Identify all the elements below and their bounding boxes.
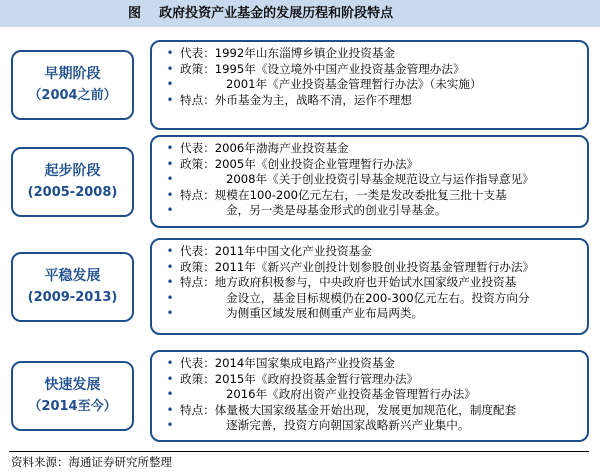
bullet-icon: •	[166, 92, 174, 107]
stage-rapid	[11, 350, 589, 442]
stage-label	[11, 361, 134, 431]
row-text: 外币基金为主，战略不清，运作不理想	[214, 92, 412, 107]
bullet-icon: •	[166, 203, 174, 217]
bullet-icon: •	[166, 77, 174, 91]
row-text: 1995年《设立境外中国产业投资基金管理办法》	[214, 61, 465, 76]
detail-row	[160, 260, 579, 276]
bullet-icon: •	[166, 356, 174, 370]
row-text: 2016年《政府出资产业投资基金管理暂行办法》	[226, 387, 476, 401]
bullet-icon: •	[166, 172, 174, 186]
detail-row	[160, 356, 579, 372]
stage-label	[11, 252, 134, 322]
row-text: 2011年《新兴产业创投计划参股创业投资基金管理暂行办法》	[214, 259, 535, 274]
bullet-icon: •	[166, 46, 174, 60]
row-key: 特点：	[180, 275, 215, 289]
detail-row-continued	[160, 291, 579, 307]
bullet-icon: •	[166, 187, 174, 202]
bullet-icon: •	[166, 156, 174, 171]
row-key: 特点：	[180, 402, 215, 417]
bullet-icon: •	[166, 244, 174, 258]
row-text: 2008年《关于创业投资引导基金规范设立与运作指导意见》	[226, 172, 534, 186]
row-text: 体量极大国家级基金开始出现，发展更加规范化，制度配套	[214, 402, 517, 417]
row-text: 地方政府积极参与，中央政府也开始试水国家级产业投资基	[214, 275, 517, 289]
detail-row	[160, 403, 579, 419]
bullet-icon: •	[166, 275, 174, 289]
bullet-icon: •	[166, 141, 174, 155]
bullet-icon: •	[166, 61, 174, 76]
source-note: 资料来源：海通证券研究所整理	[11, 455, 172, 469]
row-key: 政策：	[180, 156, 215, 171]
detail-row	[160, 172, 579, 188]
stage-detail-box	[150, 40, 589, 130]
row-text: 为侧重区域发展和侧重产业布局两类。	[226, 306, 424, 320]
row-text: 2006年渤海产业投资基金	[214, 141, 349, 155]
row-key: 政策：	[180, 259, 215, 274]
detail-row	[160, 188, 579, 204]
stage-label	[11, 147, 134, 217]
bullet-icon: •	[166, 402, 174, 417]
bullet-icon: •	[166, 290, 174, 305]
row-text: 逐渐完善，投资方向朝国家战略新兴产业集中。	[226, 418, 470, 432]
row-key: 政策：	[180, 61, 215, 76]
row-text: 2001年《产业投资基金管理暂行办法》（未实施）	[226, 77, 482, 91]
row-text: 2011年中国文化产业投资基金	[214, 244, 372, 258]
detail-row-continued	[160, 203, 579, 219]
stage-detail-box	[150, 135, 589, 228]
row-text: 2014年国家集成电路产业投资基金	[214, 356, 396, 370]
stage-steady	[11, 238, 589, 335]
detail-row	[160, 244, 579, 260]
row-text: 1992年山东淄博乡镇企业投资基金	[214, 46, 396, 60]
stage-detail-box	[150, 238, 589, 335]
stage-early	[11, 40, 589, 130]
stage-name: 早期阶段	[44, 66, 101, 82]
row-text: 金设立，基金目标规模仍在200-300亿元左右。投资方向分	[226, 290, 530, 305]
detail-row	[160, 275, 579, 291]
detail-row	[160, 387, 579, 403]
bullet-icon: •	[166, 371, 174, 386]
detail-row	[160, 46, 579, 62]
bullet-icon: •	[166, 418, 174, 432]
detail-row	[160, 141, 579, 157]
row-key: 特点：	[180, 187, 215, 202]
stage-period: （2004之前）	[28, 88, 117, 103]
bullet-icon: •	[166, 306, 174, 320]
stage-period: (2005-2008)	[27, 184, 118, 200]
stage-name: 起步阶段	[44, 162, 101, 179]
stage-detail-box	[150, 350, 589, 442]
row-text: 金，另一类是母基金形式的创业引导基金。	[226, 203, 447, 217]
row-key: 代表：	[180, 244, 215, 258]
detail-row	[160, 77, 579, 93]
row-key: 代表：	[180, 141, 215, 155]
bullet-icon: •	[166, 259, 174, 274]
row-key: 代表：	[180, 46, 215, 60]
detail-row	[160, 157, 579, 173]
figure-title: 图 政府投资产业基金的发展历程和阶段特点	[128, 6, 394, 21]
footer-divider	[9, 451, 589, 452]
stage-name: 快速发展	[44, 377, 101, 393]
bullet-icon: •	[166, 387, 174, 401]
detail-row	[160, 372, 579, 388]
row-key: 代表：	[180, 356, 215, 370]
stage-period: (2009-2013)	[27, 289, 118, 305]
detail-row-continued	[160, 418, 579, 434]
stage-period: （2014至今）	[28, 399, 117, 414]
detail-row	[160, 93, 579, 109]
row-text: 2005年《创业投资企业管理暂行办法》	[214, 156, 419, 171]
row-key: 政策：	[180, 371, 215, 386]
detail-row	[160, 62, 579, 78]
row-text: 规模在100-200亿元左右，一类是发改委批复三批十支基	[214, 187, 507, 202]
detail-row-continued	[160, 306, 579, 322]
row-key: 特点：	[180, 92, 215, 107]
row-text: 2015年《政府投资基金暂行管理办法》	[214, 371, 419, 386]
stage-label	[11, 50, 134, 120]
stage-name: 平稳发展	[44, 267, 101, 284]
stage-start	[11, 135, 589, 228]
